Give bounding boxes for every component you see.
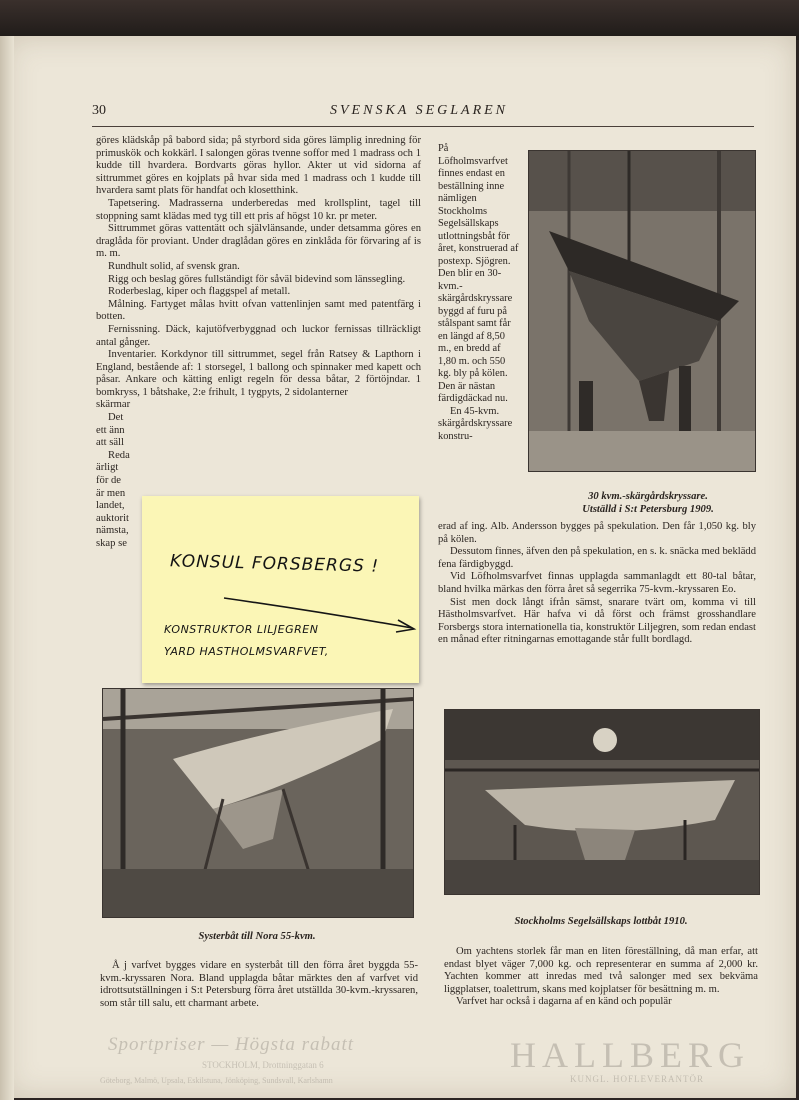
partial-line: skap se bbox=[96, 538, 127, 549]
paragraph: Rigg och beslag göres fullständigt för såväl bidevind som länssegling. bbox=[108, 273, 406, 285]
paragraph: Roderbeslag, kiper och flaggspel af metall. bbox=[108, 286, 291, 298]
photo-caption bbox=[528, 490, 768, 516]
advert-brand: HALLBERG bbox=[510, 1035, 750, 1075]
paragraph: Å j varfvet bygges vidare en systerbåt till den förra året byggda 55-kvm.-kryssaren Nora. Bland upplagda båtar märktes den af varfvet vid idrottsutställningen i S:t Petersburg förra året utställda 30-kvm.-kryssaren, som står till salu, ett charmant arbete. bbox=[100, 960, 418, 1009]
header-rule bbox=[92, 126, 754, 127]
caption-line: 30 kvm.-skärgårdskryssare. bbox=[588, 491, 708, 502]
paragraph: erad af ing. Alb. Andersson bygges på spekulation. Den får 1,050 kg. bly på kölen. bbox=[438, 521, 756, 545]
partial-line: för de bbox=[96, 475, 121, 487]
partial-line: är men bbox=[96, 487, 126, 499]
caption-line: Utställd i S:t Petersburg 1909. bbox=[582, 504, 714, 515]
partial-line: auktorit bbox=[96, 512, 129, 524]
left-text-column bbox=[96, 135, 421, 551]
paragraph: Varfvet har också i dagarna af en känd och populär bbox=[456, 996, 672, 1008]
photo-30kvm-cruiser bbox=[528, 150, 756, 472]
bottom-right-text bbox=[444, 946, 758, 1009]
advert-text: KUNGL. HOFLEVERANTÖR bbox=[570, 1074, 704, 1084]
paragraph: Fernissning. Däck, kajutöfverbyggnad och luckor fernissas tillräckligt antal gånger. bbox=[96, 323, 421, 348]
partial-line: ärligt bbox=[96, 462, 119, 474]
scan-background-top bbox=[0, 0, 799, 40]
bottom-left-text bbox=[100, 960, 418, 1010]
mid-text-column bbox=[438, 143, 520, 443]
photo-sister-boat bbox=[102, 688, 414, 918]
handwritten-note-line: KONSTRUKTOR LILJEGREN bbox=[164, 623, 319, 636]
photo-caption: Systerbåt till Nora 55-kvm. bbox=[198, 931, 316, 942]
running-title: SVENSKA SEGLAREN bbox=[330, 103, 509, 118]
partial-line: nämsta, bbox=[96, 525, 129, 537]
partial-line: landet, bbox=[96, 500, 125, 512]
sticky-note bbox=[142, 496, 419, 683]
partial-line: skärmar bbox=[96, 399, 131, 411]
handwritten-note-line: KONSUL FORSBERGS ! bbox=[169, 551, 380, 577]
page-number: 30 bbox=[92, 103, 106, 118]
paragraph: Inventarier. Korkdynor till sittrummet, segel från Ratsey & Lapthorn i England, bestående af: 1 storsegel, 1 ballong och spinnaker med kapett och påsar. Ankare och kätting enligt regeln för dessa båtar, 2 förtöjndar. 1 bomkryss, 1 båtshake, 2:e frihult, 1 tygpyts, 2 sidolanterner bbox=[96, 349, 421, 398]
paragraph: Sist men dock långt ifrån sämst, snarare tvärt om, komma vi till Hästholmsvarfvet. Här hafva vi då först och främst grosshandlare Forsbergs stora internationella tia, konstruktör Liljegren, som redan endast en månad efter ritningarnas emottagande står fullt bordlagd. bbox=[438, 596, 756, 646]
photo-lottery-boat bbox=[444, 709, 760, 895]
partial-line: ett änn bbox=[96, 424, 125, 436]
paragraph: Målning. Fartyget målas hvitt ofvan vattenlinjen samt med patentfärg i botten. bbox=[96, 298, 421, 323]
advert-text: STOCKHOLM, Drottninggatan 6 bbox=[202, 1060, 324, 1070]
photo-caption: Stockholms Segelsällskaps lottbåt 1910. bbox=[514, 916, 688, 927]
partial-line: Reda bbox=[108, 449, 130, 461]
right-text-column bbox=[438, 521, 756, 647]
paragraph: Rundhult solid, af svensk gran. bbox=[108, 260, 240, 272]
paragraph: Dessutom finnes, äfven den på spekulation, en s. k. snäcka med beklädd fena färdigbyggd. bbox=[438, 546, 756, 570]
paragraph: Om yachtens storlek får man en liten föreställning, då man erfar, att endast blyet väger 7,000 kg. och representerar en summa af 2,000 kr. Yachten kommer att inredas med två salonger med sex bekväma liggplatser, toalettrum, skans med kojplatser för besättning m. m. bbox=[444, 946, 758, 995]
paragraph: göres klädskåp på babord sida; på styrbord sida göres lämplig inredning för primuskök och kokkärl. I salongen göras tvenne soffor med 1 madrass och 1 kudde till hvardera. Bordvarts göras hyllor. Akter ut vid sidorna af sittrummet göres en kojplats på hvar sida med 1 madrass och 1 kudde till hvardera samt plats för handfat och klosetthink. bbox=[96, 135, 421, 197]
partial-line: att säll bbox=[96, 437, 124, 449]
bleed-through-advert bbox=[90, 1030, 780, 1100]
partial-line: Det bbox=[108, 412, 124, 424]
paragraph: Vid Löfholmsvarfvet finnas upplagda sammanlagdt ett 80-tal båtar, bland hvilka märkas den förra året så segerrika 75-kvm.-kryssaren Eo. bbox=[438, 571, 756, 595]
page-binding-edge bbox=[0, 36, 14, 1100]
paragraph: En 45-kvm. skärgårdskryssare konstru- bbox=[438, 405, 513, 442]
advert-text: Göteborg, Malmö, Upsala, Eskilstuna, Jönköping, Sundsvall, Karlshamn bbox=[100, 1076, 333, 1085]
paragraph: På Löfholmsvarfvet finnes endast en beställning inne nämligen Stockholms Segelsällskaps utlottningsbåt för året, konstruerad af postexp. Sjögren. Den blir en 30-kvm.-skärgårdskryssare byggd af furu på stålspant samt får en längd af 8,50 m., en bredd af 1,80 m. och 550 kg. bly på kölen. Den är nästan färdigdäckad nu. bbox=[438, 143, 519, 404]
paragraph: Sittrummet göras vattentätt och självlänsande, under detsamma göres en draglåda för proviant. Under draglådan göres en zinklåda för förvaring af is m. m. bbox=[96, 223, 421, 260]
paragraph: Tapetsering. Madrasserna underberedas med krollsplint, tagel till stoppning samt klädas med tyg till ett pris af högst 10 kr. pr meter. bbox=[96, 197, 421, 222]
handwritten-note-line: YARD HASTHOLMSVARFVET, bbox=[164, 645, 329, 658]
advert-text: Sportpriser — Högsta rabatt bbox=[108, 1034, 355, 1055]
